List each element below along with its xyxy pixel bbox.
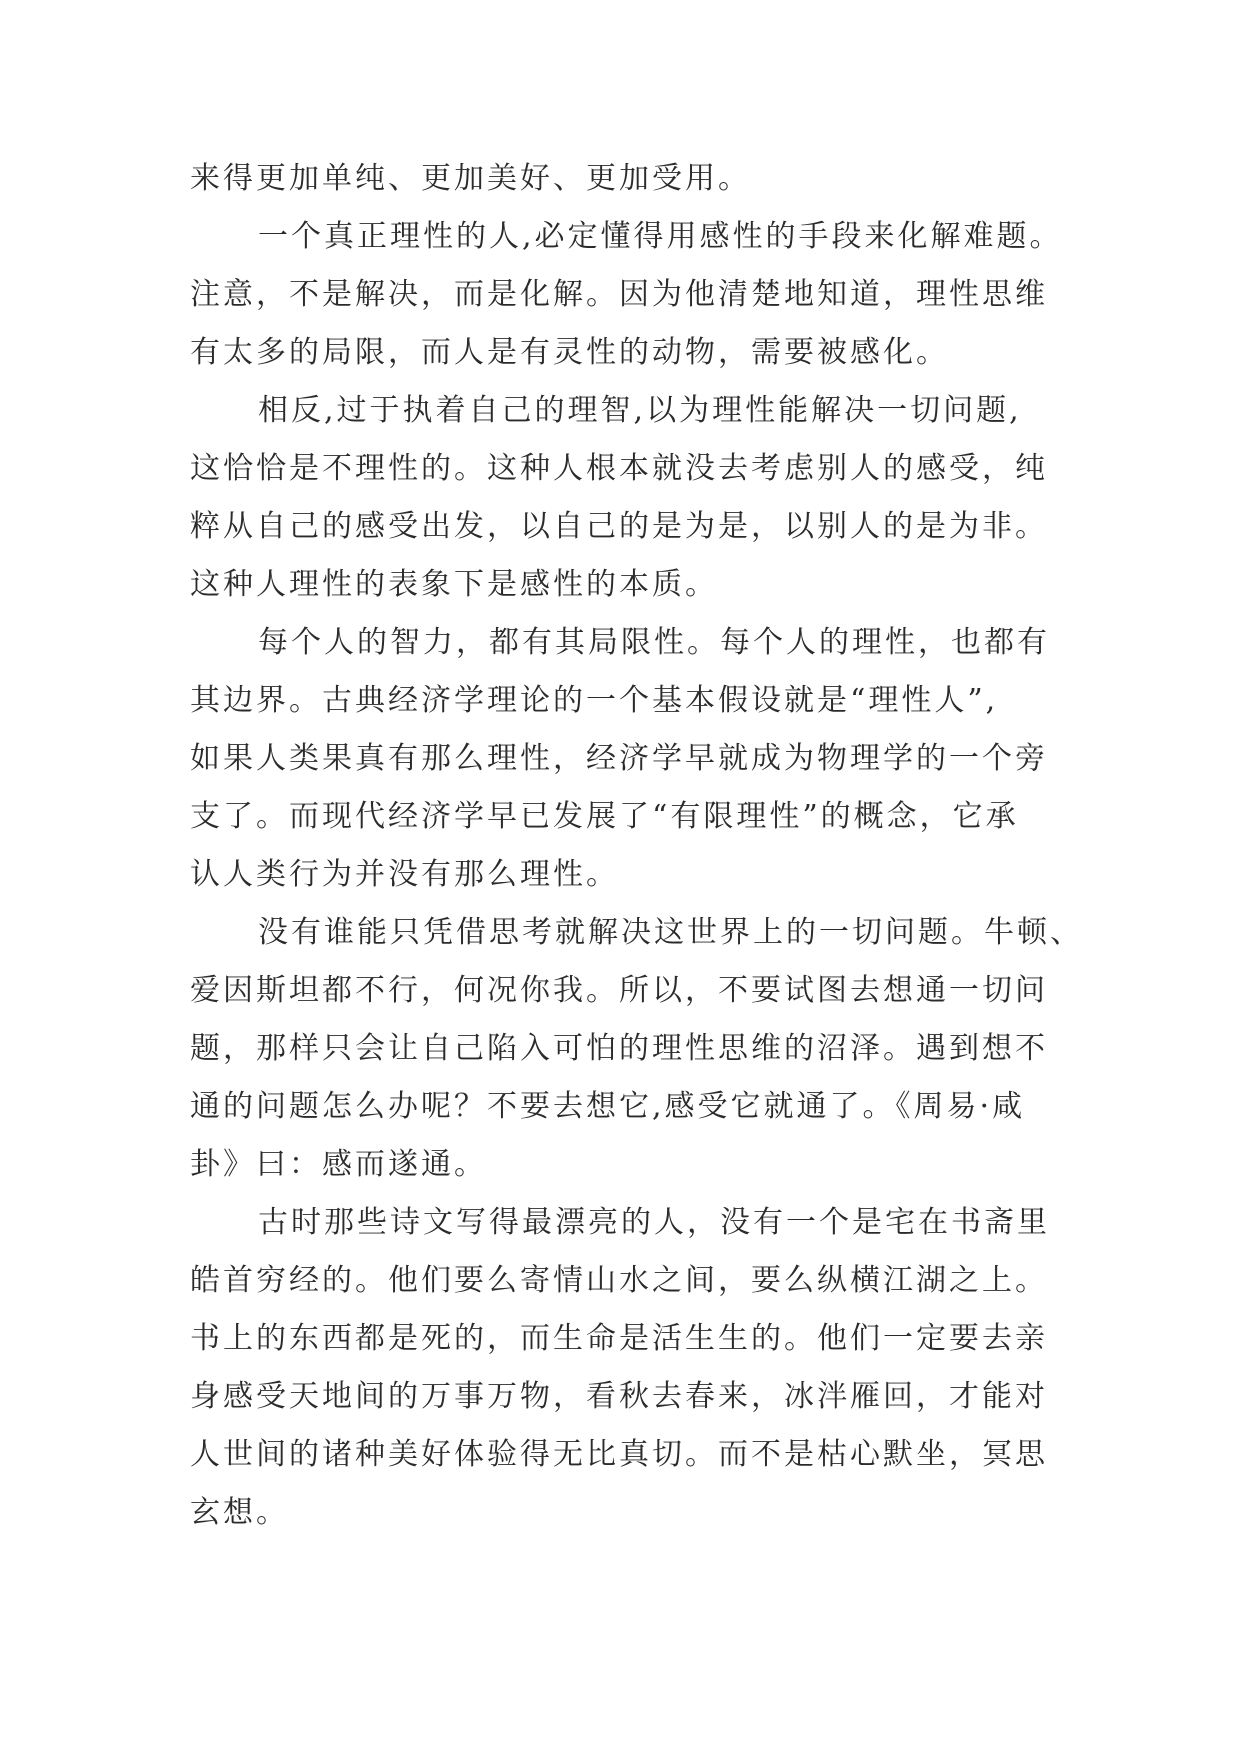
text-line: 如果人类果真有那么理性，经济学早就成为物理学的一个旁 [190,741,1048,776]
text-line: 这恰恰是不理性的。这种人根本就没去考虑别人的感受，纯 [190,451,1048,486]
text-line: 玄想。 [190,1495,289,1530]
text-line: 没有谁能只凭借思考就解决这世界上的一切问题。牛顿、 [258,915,1083,950]
text-line: 古时那些诗文写得最漂亮的人，没有一个是宅在书斋里 [258,1205,1050,1240]
text-line: 每个人的智力，都有其局限性。每个人的理性，也都有 [258,625,1050,660]
text-line: 来得更加单纯、更加美好、更加受用。 [190,161,751,196]
text-line: 卦》曰：感而遂通。 [190,1147,487,1182]
text-line: 人世间的诸种美好体验得无比真切。而不是枯心默坐，冥思 [190,1437,1048,1472]
text-line: 认人类行为并没有那么理性。 [190,857,619,892]
text-line: 粹从自己的感受出发，以自己的是为是，以别人的是为非。 [190,509,1048,544]
text-line: 爱因斯坦都不行，何况你我。所以，不要试图去想通一切问 [190,973,1048,1008]
text-line: 注意，不是解决，而是化解。因为他清楚地知道，理性思维 [190,277,1048,312]
text-line: 通的问题怎么办呢？不要去想它,感受它就通了。《周易·咸 [190,1089,1026,1124]
text-line: 支了。而现代经济学早已发展了“有限理性”的概念，它承 [190,799,1019,834]
text-line: 这种人理性的表象下是感性的本质。 [190,567,718,602]
text-line: 其边界。古典经济学理论的一个基本假设就是“理性人”, [190,683,999,718]
body-text [190,150,1090,1542]
text-line: 身感受天地间的万事万物，看秋去春来，冰泮雁回，才能对 [190,1379,1048,1414]
text-line: 皓首穷经的。他们要么寄情山水之间，要么纵横江湖之上。 [190,1263,1048,1298]
text-line: 书上的东西都是死的，而生命是活生生的。他们一定要去亲 [190,1321,1048,1356]
text-line: 题，那样只会让自己陷入可怕的理性思维的沼泽。遇到想不 [190,1031,1048,1066]
text-line: 有太多的局限，而人是有灵性的动物，需要被感化。 [190,335,949,370]
text-line: 一个真正理性的人,必定懂得用感性的手段来化解难题。 [258,219,1063,254]
text-line: 相反,过于执着自己的理智,以为理性能解决一切问题, [258,393,1022,428]
